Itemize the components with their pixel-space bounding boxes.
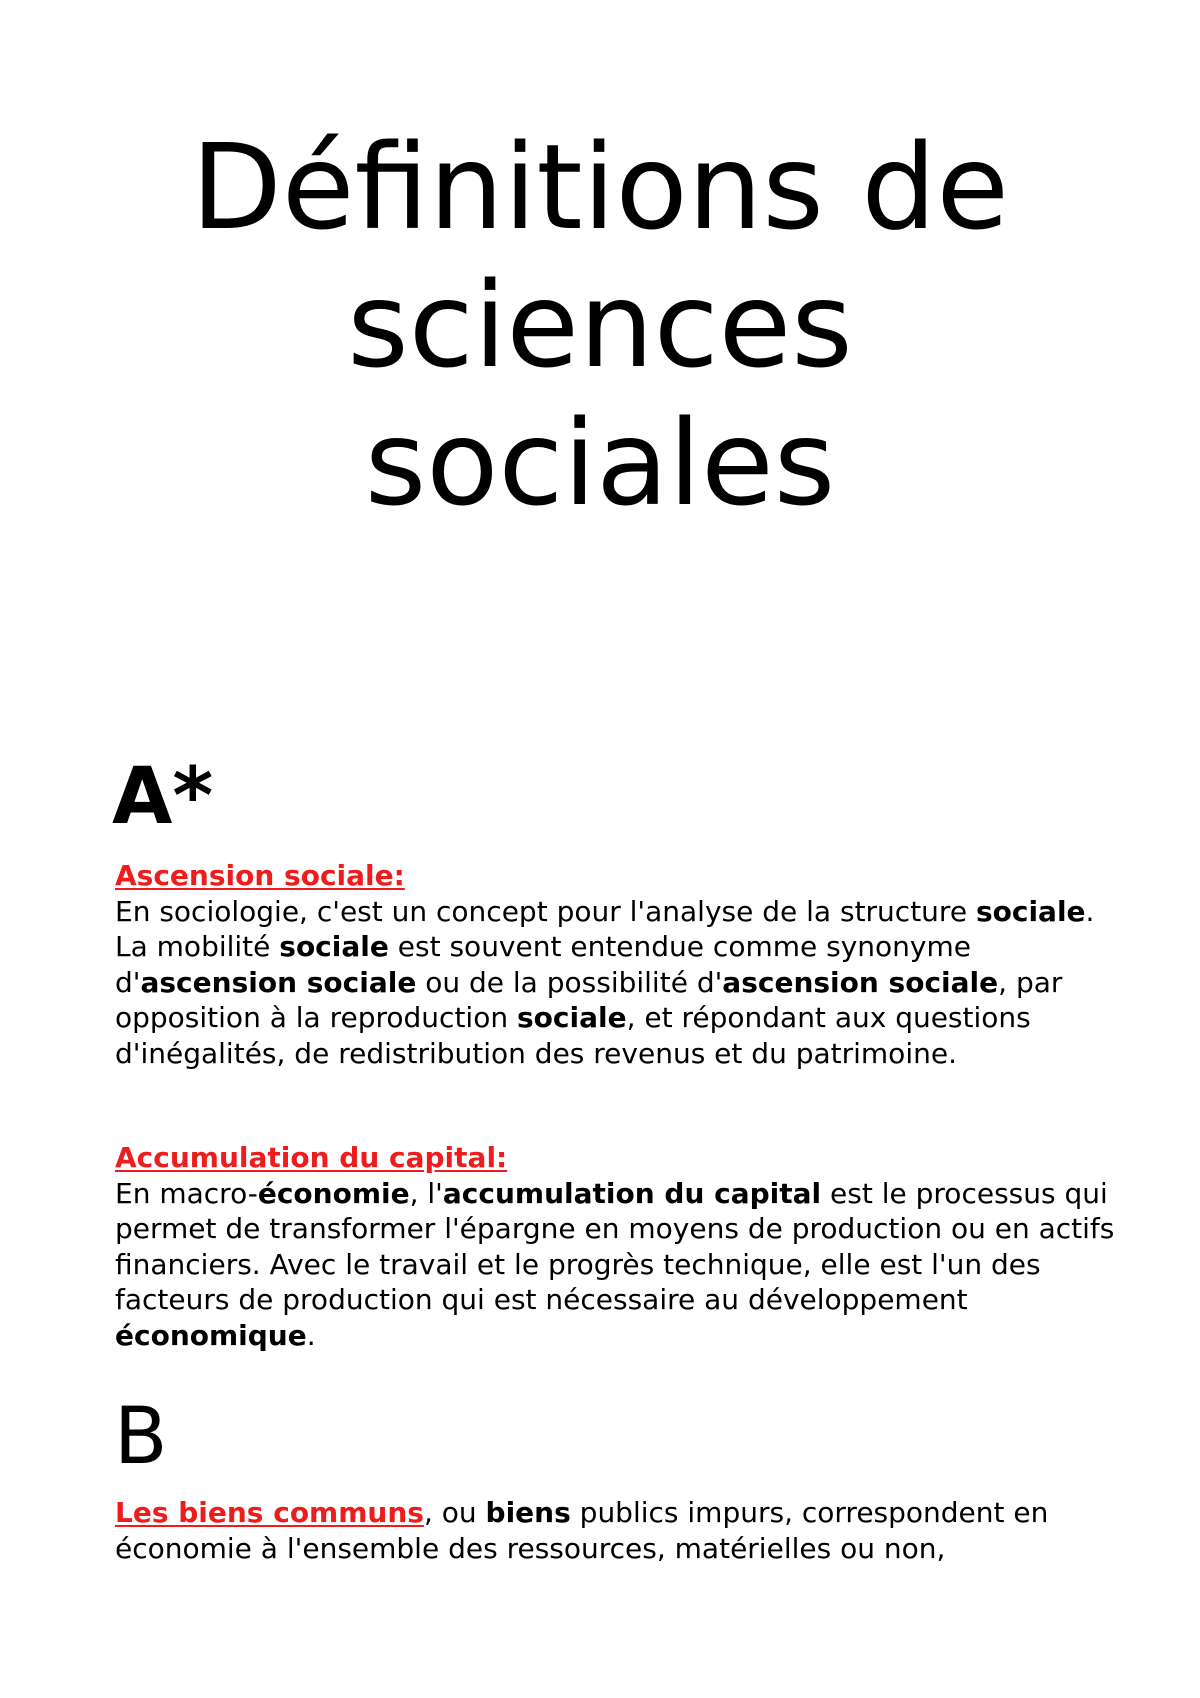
body-text: En sociologie, c'est un concept pour l'analyse de la structure	[115, 894, 976, 928]
body-text: est souvent entendue comme synonyme d'	[115, 930, 971, 999]
definition-term: Les biens communs	[115, 1496, 424, 1529]
body-bold: accumulation du capital	[442, 1176, 822, 1210]
body-text: .	[306, 1318, 316, 1352]
document-title	[0, 118, 1200, 532]
definition-accumulation-du-capital	[115, 1140, 1115, 1353]
body-text: , ou	[423, 1496, 486, 1529]
body-bold: économie	[257, 1176, 410, 1210]
definition-ascension-sociale	[115, 858, 1115, 1071]
section-letter-a: A*	[112, 752, 214, 842]
definition-body	[115, 894, 1115, 1072]
body-bold: sociale	[975, 894, 1086, 928]
definition-term-line	[115, 1140, 1115, 1176]
body-bold: biens	[485, 1496, 571, 1529]
title-line-2: sciences	[347, 256, 853, 394]
title-line-1: Définitions de	[191, 118, 1009, 256]
definition-body	[115, 1176, 1115, 1354]
body-text: . La mobilité	[115, 894, 1095, 963]
body-text: En macro-	[115, 1176, 258, 1210]
body-text: ou de la possibilité d'	[416, 965, 723, 999]
body-text: est le processus qui permet de transformer l'épargne en moyens de production ou en actifs financiers. Avec le travail et le progrès technique, elle est l'un des facteurs de production qui est nécessaire au développement	[115, 1176, 1115, 1316]
section-letter-b: B	[114, 1392, 168, 1482]
body-bold: économique	[115, 1318, 307, 1352]
body-text: publics impurs, correspondent en économie à l'ensemble des ressources, matérielles ou non,	[115, 1496, 1049, 1565]
body-bold: ascension sociale	[722, 965, 999, 999]
definition-body	[115, 1495, 1115, 1566]
definition-term: Accumulation du capital:	[115, 1141, 508, 1174]
body-bold: sociale	[279, 930, 389, 963]
body-bold: ascension sociale	[140, 965, 417, 999]
definition-term: Ascension sociale:	[115, 859, 405, 892]
definition-biens-communs	[115, 1495, 1115, 1566]
body-text: , l'	[409, 1176, 443, 1210]
body-bold: sociale	[516, 1001, 627, 1034]
title-line-3: sociales	[364, 394, 836, 532]
body-text: , et répondant aux questions d'inégalités, de redistribution des revenus et du patrimoine.	[115, 1001, 1031, 1070]
body-text: , par opposition à la reproduction	[115, 965, 1063, 1034]
definition-term-line	[115, 858, 1115, 894]
